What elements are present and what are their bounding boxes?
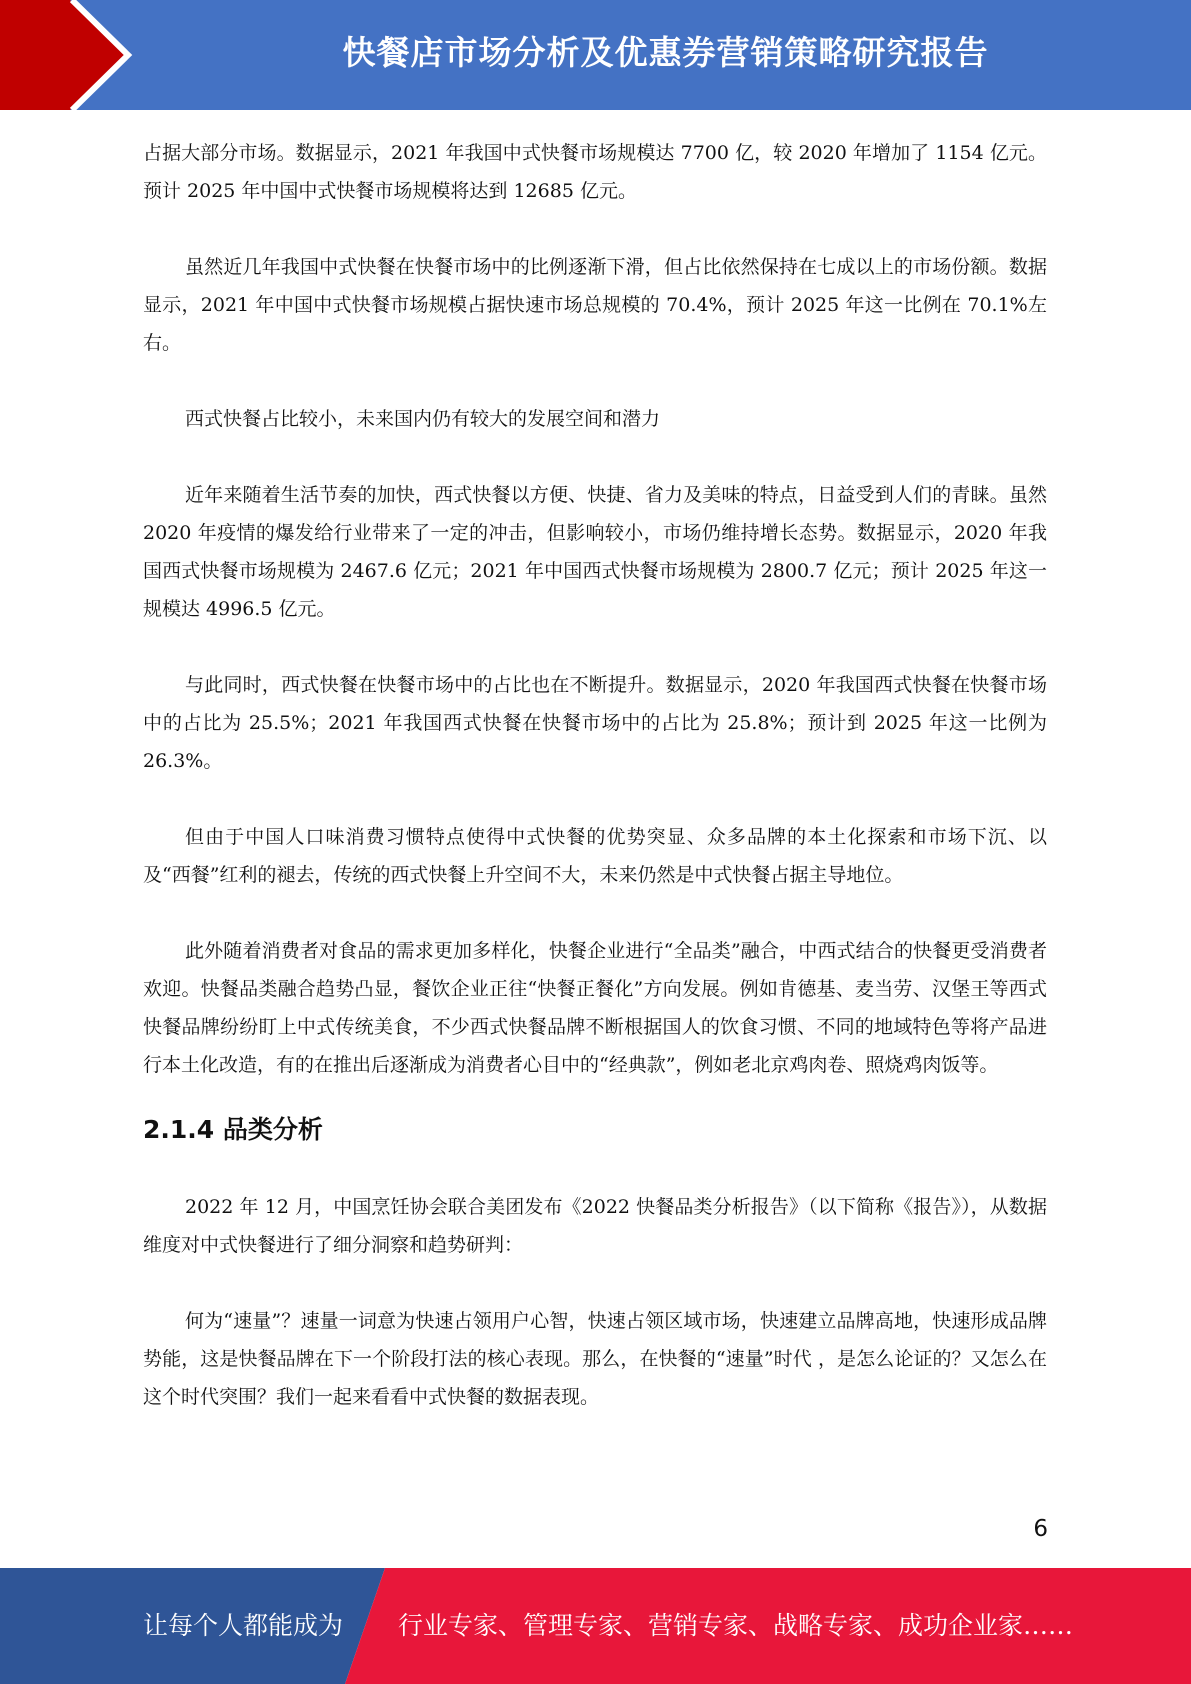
document-body	[143, 134, 1047, 1416]
paragraph: 与此同时，西式快餐在快餐市场中的占比也在不断提升。数据显示，2020 年我国西式快餐在快餐市场中的占比为 25.5%；2021 年我国西式快餐在快餐市场中的占比为 25.8%；预计到 2025 年这一比例为 26.3%。	[143, 674, 1047, 772]
report-title: 快餐店市场分析及优惠券营销策略研究报告	[342, 33, 989, 72]
header-arrow-decoration	[0, 0, 160, 110]
section-heading: 2.1.4 品类分析	[143, 1115, 323, 1144]
page-header	[0, 0, 1191, 110]
paragraph: 2022 年 12 月，中国烹饪协会联合美团发布《2022 快餐品类分析报告》（以下简称《报告》），从数据维度对中式快餐进行了细分洞察和趋势研判：	[143, 1196, 1047, 1256]
paragraph-continued: 占据大部分市场。数据显示，2021 年我国中式快餐市场规模达 7700 亿，较 2020 年增加了 1154 亿元。预计 2025 年中国中式快餐市场规模将达到 12685 亿元。	[143, 142, 1047, 202]
paragraph: 虽然近几年我国中式快餐在快餐市场中的比例逐渐下滑，但占比依然保持在七成以上的市场份额。数据显示，2021 年中国中式快餐市场规模占据快速市场总规模的 70.4%，预计 2025 年这一比例在 70.1%左右。	[143, 256, 1047, 354]
page-number: 6	[1033, 1516, 1048, 1542]
page-footer	[0, 1568, 1191, 1684]
footer-slogan-right: 行业专家、管理专家、营销专家、战略专家、成功企业家……	[398, 1611, 1074, 1640]
paragraph: 近年来随着生活节奏的加快，西式快餐以方便、快捷、省力及美味的特点，日益受到人们的青睐。虽然 2020 年疫情的爆发给行业带来了一定的冲击，但影响较小，市场仍维持增长态势。数据显示，2020 年我国西式快餐市场规模为 2467.6 亿元；2021 年中国西式快餐市场规模为 2800.7 亿元；预计 2025 年这一规模达 4996.5 亿元。	[143, 484, 1047, 620]
footer-slogan-left: 让每个人都能成为	[143, 1611, 344, 1640]
header-arrow-red	[0, 0, 125, 110]
paragraph: 此外随着消费者对食品的需求更加多样化，快餐企业进行“全品类”融合，中西式结合的快餐更受消费者欢迎。快餐品类融合趋势凸显，餐饮企业正往“快餐正餐化”方向发展。例如肯德基、麦当劳、汉堡王等西式快餐品牌纷纷盯上中式传统美食，不少西式快餐品牌不断根据国人的饮食习惯、不同的地域特色等将产品进行本土化改造，有的在推出后逐渐成为消费者心目中的“经典款”，例如老北京鸡肉卷、照烧鸡肉饭等。	[143, 940, 1047, 1076]
paragraph: 但由于中国人口味消费习惯特点使得中式快餐的优势突显、众多品牌的本土化探索和市场下沉、以及“西餐”红利的褪去，传统的西式快餐上升空间不大，未来仍然是中式快餐占据主导地位。	[143, 826, 1047, 886]
paragraph: 何为“速量”？速量一词意为快速占领用户心智，快速占领区域市场，快速建立品牌高地，快速形成品牌势能，这是快餐品牌在下一个阶段打法的核心表现。那么，在快餐的“速量”时代 ，是怎么论证的？又怎么在这个时代突围？我们一起来看看中式快餐的数据表现。	[143, 1310, 1047, 1408]
paragraph-subheading: 西式快餐占比较小，未来国内仍有较大的发展空间和潜力	[185, 408, 661, 430]
